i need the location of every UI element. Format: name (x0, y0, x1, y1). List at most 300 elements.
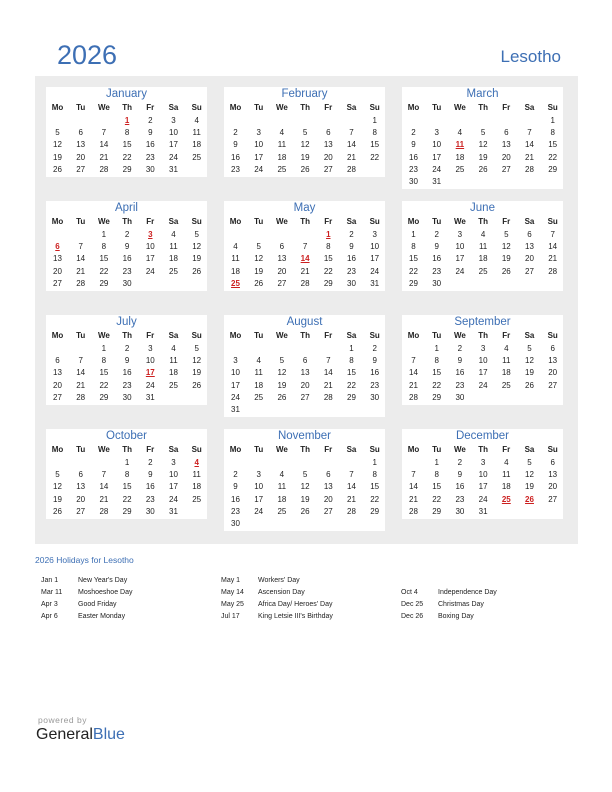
day-cell: 26 (300, 164, 310, 174)
day-cell: 6 (326, 128, 331, 138)
day-cell: 13 (548, 356, 558, 366)
weekday-header: Th (478, 331, 488, 340)
day-cell: 8 (411, 242, 416, 252)
day-cell: 12 (300, 482, 310, 492)
weekday-header: Tu (76, 217, 86, 226)
holiday-name: Workers' Day (258, 577, 300, 584)
holiday-day: 25 (501, 494, 511, 504)
month-title: October (106, 430, 147, 442)
day-cell: 25 (501, 380, 511, 390)
weekday-header: Th (300, 103, 310, 112)
day-cell: 16 (455, 482, 465, 492)
day-cell: 4 (279, 470, 285, 480)
holiday-date: Dec 26 (401, 613, 424, 620)
day-cell: 23 (122, 380, 132, 390)
month-title: March (466, 88, 499, 100)
day-cell: 23 (122, 266, 132, 276)
holiday-day: 1 (326, 230, 331, 239)
weekday-header: Fr (502, 103, 511, 112)
day-cell: 16 (409, 152, 418, 162)
day-cell: 6 (550, 344, 555, 353)
weekday-header: Th (300, 217, 310, 226)
day-cell: 29 (432, 392, 442, 402)
day-cell: 20 (323, 494, 333, 504)
day-cell: 28 (99, 506, 109, 516)
day-cell: 17 (478, 368, 488, 378)
day-cell: 12 (53, 482, 62, 492)
weekday-header: Tu (254, 331, 264, 340)
weekday-header: Su (191, 103, 202, 112)
holiday-date: May 1 (221, 577, 241, 584)
day-cell: 3 (372, 230, 377, 239)
day-cell: 21 (548, 254, 558, 264)
day-cell: 31 (370, 278, 380, 288)
day-cell: 4 (233, 242, 238, 252)
day-cell: 25 (192, 152, 202, 162)
day-cell: 27 (277, 278, 287, 288)
month-title: September (454, 316, 511, 328)
holiday-day: 26 (525, 494, 534, 504)
day-cell: 22 (99, 380, 109, 390)
month-title: February (281, 88, 328, 100)
day-cell: 15 (323, 254, 333, 264)
weekday-header: Tu (432, 103, 442, 112)
day-cell: 17 (169, 482, 178, 492)
day-cell: 19 (277, 380, 287, 390)
day-cell: 24 (254, 506, 264, 516)
day-cell: 11 (478, 242, 488, 252)
weekday-header: We (275, 217, 288, 226)
holiday-name: Good Friday (78, 601, 117, 608)
day-cell: 15 (370, 140, 380, 150)
day-cell: 25 (192, 494, 202, 504)
day-cell: 28 (409, 506, 418, 516)
weekday-header: Th (122, 103, 132, 112)
day-cell: 26 (254, 278, 264, 288)
day-cell: 2 (457, 344, 463, 353)
holiday-day: 4 (194, 458, 199, 467)
day-cell: 3 (256, 470, 261, 480)
day-cell: 31 (231, 405, 240, 414)
day-cell: 26 (525, 380, 534, 390)
day-cell: 5 (302, 128, 308, 138)
day-cell: 4 (194, 116, 199, 125)
holiday-name: King Letsie III's Birthday (258, 613, 333, 620)
day-cell: 7 (326, 356, 331, 366)
day-cell: 6 (78, 470, 83, 480)
day-cell: 21 (76, 380, 86, 390)
weekday-header: We (97, 445, 110, 454)
weekday-header: Mo (51, 103, 64, 112)
day-cell: 30 (231, 519, 240, 528)
day-cell: 7 (101, 128, 107, 138)
day-cell: 26 (478, 164, 488, 174)
day-cell: 26 (53, 164, 62, 174)
holiday-date: May 14 (221, 589, 244, 596)
day-cell: 26 (300, 506, 310, 516)
day-cell: 7 (349, 470, 354, 480)
day-cell: 23 (409, 164, 418, 174)
day-cell: 12 (277, 368, 287, 378)
day-cell: 6 (527, 230, 532, 239)
day-cell: 8 (550, 128, 555, 138)
day-cell: 24 (478, 380, 488, 390)
weekday-header: Th (478, 445, 488, 454)
holiday-name: Moshoeshoe Day (78, 589, 133, 596)
day-cell: 17 (254, 494, 264, 504)
day-cell: 1 (434, 458, 439, 467)
day-cell: 29 (99, 392, 109, 402)
day-cell: 2 (411, 128, 416, 138)
day-cell: 7 (302, 242, 308, 252)
day-cell: 28 (76, 392, 86, 402)
day-cell: 10 (370, 242, 380, 252)
weekday-header: Sa (346, 331, 357, 340)
day-cell: 9 (233, 482, 238, 492)
weekday-header: Tu (254, 217, 264, 226)
day-cell: 24 (231, 392, 240, 402)
weekday-header: Su (369, 103, 380, 112)
powered-by: powered by (38, 715, 87, 725)
weekday-header: Tu (76, 331, 86, 340)
day-cell: 18 (254, 380, 264, 390)
weekday-header: Tu (432, 331, 442, 340)
day-cell: 12 (525, 470, 534, 480)
day-cell: 4 (504, 344, 509, 353)
day-cell: 3 (256, 128, 261, 138)
weekday-header: Sa (524, 331, 535, 340)
day-cell: 7 (527, 128, 532, 138)
day-cell: 15 (122, 482, 132, 492)
day-cell: 23 (231, 164, 240, 174)
day-cell: 16 (347, 254, 356, 264)
day-cell: 29 (347, 392, 356, 402)
holiday-name: New Year's Day (78, 577, 128, 584)
day-cell: 24 (455, 266, 465, 276)
weekday-header: Su (191, 445, 202, 454)
weekday-header: We (453, 331, 466, 340)
day-cell: 30 (432, 278, 442, 288)
day-cell: 2 (148, 116, 153, 125)
day-cell: 6 (78, 128, 83, 138)
day-cell: 23 (145, 494, 155, 504)
month-february (224, 87, 385, 177)
day-cell: 30 (145, 506, 155, 516)
day-cell: 12 (192, 356, 202, 366)
day-cell: 9 (434, 242, 439, 252)
day-cell: 15 (370, 482, 380, 492)
day-cell: 29 (432, 506, 442, 516)
day-cell: 27 (53, 392, 62, 402)
weekday-header: Th (300, 331, 310, 340)
day-cell: 21 (99, 152, 109, 162)
day-cell: 2 (124, 230, 130, 239)
day-cell: 22 (432, 380, 442, 390)
day-cell: 27 (53, 278, 62, 288)
weekday-header: Tu (76, 445, 86, 454)
holiday-name: Africa Day/ Heroes' Day (258, 601, 333, 608)
day-cell: 17 (478, 482, 488, 492)
day-cell: 18 (277, 152, 287, 162)
day-cell: 22 (347, 380, 356, 390)
day-cell: 19 (300, 494, 310, 504)
weekday-header: Th (478, 103, 488, 112)
day-cell: 5 (504, 230, 509, 239)
day-cell: 15 (548, 140, 558, 150)
day-cell: 20 (277, 266, 287, 276)
weekday-header: Mo (51, 331, 64, 340)
day-cell: 15 (347, 368, 356, 378)
day-cell: 29 (99, 278, 109, 288)
day-cell: 23 (145, 152, 155, 162)
weekday-header: Mo (229, 103, 242, 112)
day-cell: 10 (455, 242, 465, 252)
day-cell: 7 (411, 356, 416, 366)
day-cell: 29 (548, 164, 558, 174)
month-may (224, 201, 385, 291)
day-cell: 6 (550, 458, 555, 467)
day-cell: 19 (501, 254, 511, 264)
weekday-header: Sa (346, 445, 357, 454)
day-cell: 28 (409, 392, 418, 402)
day-cell: 27 (76, 164, 86, 174)
holiday-date: Apr 6 (41, 613, 58, 620)
weekday-header: Th (478, 217, 488, 226)
weekday-header: Fr (502, 217, 511, 226)
day-cell: 15 (122, 140, 132, 150)
month-title: December (455, 430, 510, 442)
day-cell: 11 (277, 140, 287, 150)
month-title: August (286, 316, 323, 328)
day-cell: 27 (501, 164, 511, 174)
day-cell: 1 (101, 230, 107, 239)
day-cell: 9 (148, 470, 153, 480)
day-cell: 21 (409, 494, 418, 504)
day-cell: 10 (478, 470, 488, 480)
day-cell: 29 (122, 164, 132, 174)
day-cell: 18 (501, 482, 511, 492)
day-cell: 20 (53, 380, 62, 390)
day-cell: 8 (349, 356, 354, 366)
month-title: June (470, 202, 495, 214)
day-cell: 9 (457, 470, 463, 480)
weekday-header: We (275, 103, 288, 112)
day-cell: 20 (53, 266, 62, 276)
day-cell: 23 (455, 494, 465, 504)
day-cell: 16 (145, 482, 155, 492)
month-march (402, 87, 563, 189)
day-cell: 1 (349, 344, 354, 353)
day-cell: 20 (76, 152, 86, 162)
weekday-header: Su (547, 217, 558, 226)
day-cell: 11 (502, 470, 511, 480)
day-cell: 5 (55, 470, 60, 480)
weekday-header: Fr (324, 217, 333, 226)
day-cell: 16 (145, 140, 155, 150)
day-cell: 14 (548, 242, 558, 252)
day-cell: 17 (432, 152, 442, 162)
day-cell: 21 (347, 494, 356, 504)
weekday-header: We (453, 217, 466, 226)
day-cell: 20 (501, 152, 511, 162)
day-cell: 1 (411, 230, 416, 239)
day-cell: 2 (372, 344, 377, 353)
weekday-header: Th (300, 445, 310, 454)
weekday-header: We (275, 445, 288, 454)
holiday-name: Boxing Day (438, 613, 474, 620)
weekday-header: Mo (229, 331, 242, 340)
day-cell: 8 (372, 470, 377, 480)
day-cell: 24 (145, 266, 155, 276)
day-cell: 2 (148, 458, 153, 467)
year-title: 2026 (57, 40, 118, 70)
day-cell: 5 (527, 344, 532, 353)
day-cell: 27 (76, 506, 86, 516)
weekday-header: Fr (324, 445, 333, 454)
day-cell: 18 (169, 254, 178, 264)
day-cell: 13 (277, 254, 287, 264)
day-cell: 13 (53, 254, 62, 264)
day-cell: 12 (192, 242, 202, 252)
day-cell: 15 (409, 254, 418, 264)
weekday-header: Su (547, 103, 558, 112)
day-cell: 21 (525, 152, 534, 162)
weekday-header: Fr (324, 331, 333, 340)
day-cell: 18 (231, 266, 240, 276)
weekday-header: Mo (229, 445, 242, 454)
day-cell: 8 (434, 470, 439, 480)
day-cell: 3 (457, 230, 463, 239)
day-cell: 6 (279, 242, 285, 252)
day-cell: 4 (279, 128, 285, 138)
day-cell: 13 (300, 368, 310, 378)
day-cell: 27 (323, 506, 333, 516)
weekday-header: Fr (146, 331, 155, 340)
day-cell: 12 (478, 140, 488, 150)
day-cell: 22 (99, 266, 109, 276)
day-cell: 14 (323, 368, 333, 378)
day-cell: 12 (501, 242, 511, 252)
day-cell: 16 (231, 152, 240, 162)
holiday-date: May 25 (221, 601, 244, 608)
day-cell: 30 (370, 392, 380, 402)
day-cell: 9 (233, 140, 238, 150)
weekday-header: Tu (254, 103, 264, 112)
holiday-name: Ascension Day (258, 589, 305, 596)
day-cell: 3 (434, 128, 439, 138)
day-cell: 3 (148, 344, 153, 353)
weekday-header: Mo (407, 103, 420, 112)
holiday-day: 1 (124, 116, 130, 125)
day-cell: 11 (169, 356, 178, 366)
day-cell: 8 (434, 356, 439, 366)
day-cell: 30 (409, 177, 418, 186)
day-cell: 29 (323, 278, 333, 288)
day-cell: 8 (124, 128, 130, 138)
weekday-header: Mo (229, 217, 242, 226)
weekday-header: We (453, 103, 466, 112)
day-cell: 8 (101, 242, 107, 252)
day-cell: 7 (349, 128, 354, 138)
day-cell: 17 (254, 152, 264, 162)
day-cell: 11 (502, 356, 511, 366)
day-cell: 10 (169, 470, 178, 480)
day-cell: 8 (124, 470, 130, 480)
day-cell: 7 (78, 356, 83, 366)
day-cell: 6 (504, 128, 509, 138)
holiday-day: 14 (300, 254, 310, 264)
day-cell: 9 (349, 242, 354, 252)
weekday-header: Su (547, 445, 558, 454)
day-cell: 28 (525, 164, 534, 174)
day-cell: 14 (525, 140, 534, 150)
day-cell: 5 (194, 344, 199, 353)
day-cell: 19 (192, 254, 202, 264)
day-cell: 4 (504, 458, 509, 467)
month-title: May (293, 202, 316, 214)
month-november (224, 429, 385, 531)
holiday-name: Christmas Day (438, 601, 484, 608)
day-cell: 27 (323, 164, 333, 174)
day-cell: 11 (231, 254, 240, 264)
day-cell: 2 (457, 458, 463, 467)
day-cell: 21 (409, 380, 418, 390)
day-cell: 13 (525, 242, 534, 252)
day-cell: 17 (169, 140, 178, 150)
holiday-name: Independence Day (438, 589, 497, 596)
day-cell: 9 (457, 356, 463, 366)
day-cell: 15 (432, 368, 442, 378)
day-cell: 25 (478, 266, 488, 276)
day-cell: 20 (525, 254, 534, 264)
day-cell: 3 (171, 116, 176, 125)
day-cell: 18 (501, 368, 511, 378)
day-cell: 19 (53, 494, 62, 504)
day-cell: 5 (527, 458, 532, 467)
day-cell: 31 (145, 392, 155, 402)
day-cell: 25 (277, 506, 287, 516)
day-cell: 23 (432, 266, 442, 276)
day-cell: 10 (231, 368, 240, 378)
day-cell: 28 (76, 278, 86, 288)
day-cell: 5 (55, 128, 60, 138)
weekday-header: Mo (407, 445, 420, 454)
day-cell: 13 (323, 140, 333, 150)
day-cell: 10 (254, 482, 264, 492)
day-cell: 24 (169, 152, 178, 162)
weekday-header: Su (369, 445, 380, 454)
day-cell: 22 (548, 152, 558, 162)
day-cell: 24 (478, 494, 488, 504)
day-cell: 9 (124, 356, 130, 366)
day-cell: 12 (53, 140, 62, 150)
day-cell: 28 (300, 278, 310, 288)
weekday-header: Fr (146, 103, 155, 112)
weekday-header: Sa (524, 217, 535, 226)
day-cell: 9 (411, 140, 416, 150)
day-cell: 10 (478, 356, 488, 366)
day-cell: 13 (76, 140, 86, 150)
day-cell: 21 (76, 266, 86, 276)
weekday-header: Su (191, 217, 202, 226)
day-cell: 9 (148, 128, 153, 138)
day-cell: 11 (169, 242, 178, 252)
day-cell: 20 (548, 482, 558, 492)
weekday-header: Fr (502, 445, 511, 454)
day-cell: 24 (254, 164, 264, 174)
day-cell: 25 (169, 266, 178, 276)
day-cell: 26 (192, 380, 202, 390)
